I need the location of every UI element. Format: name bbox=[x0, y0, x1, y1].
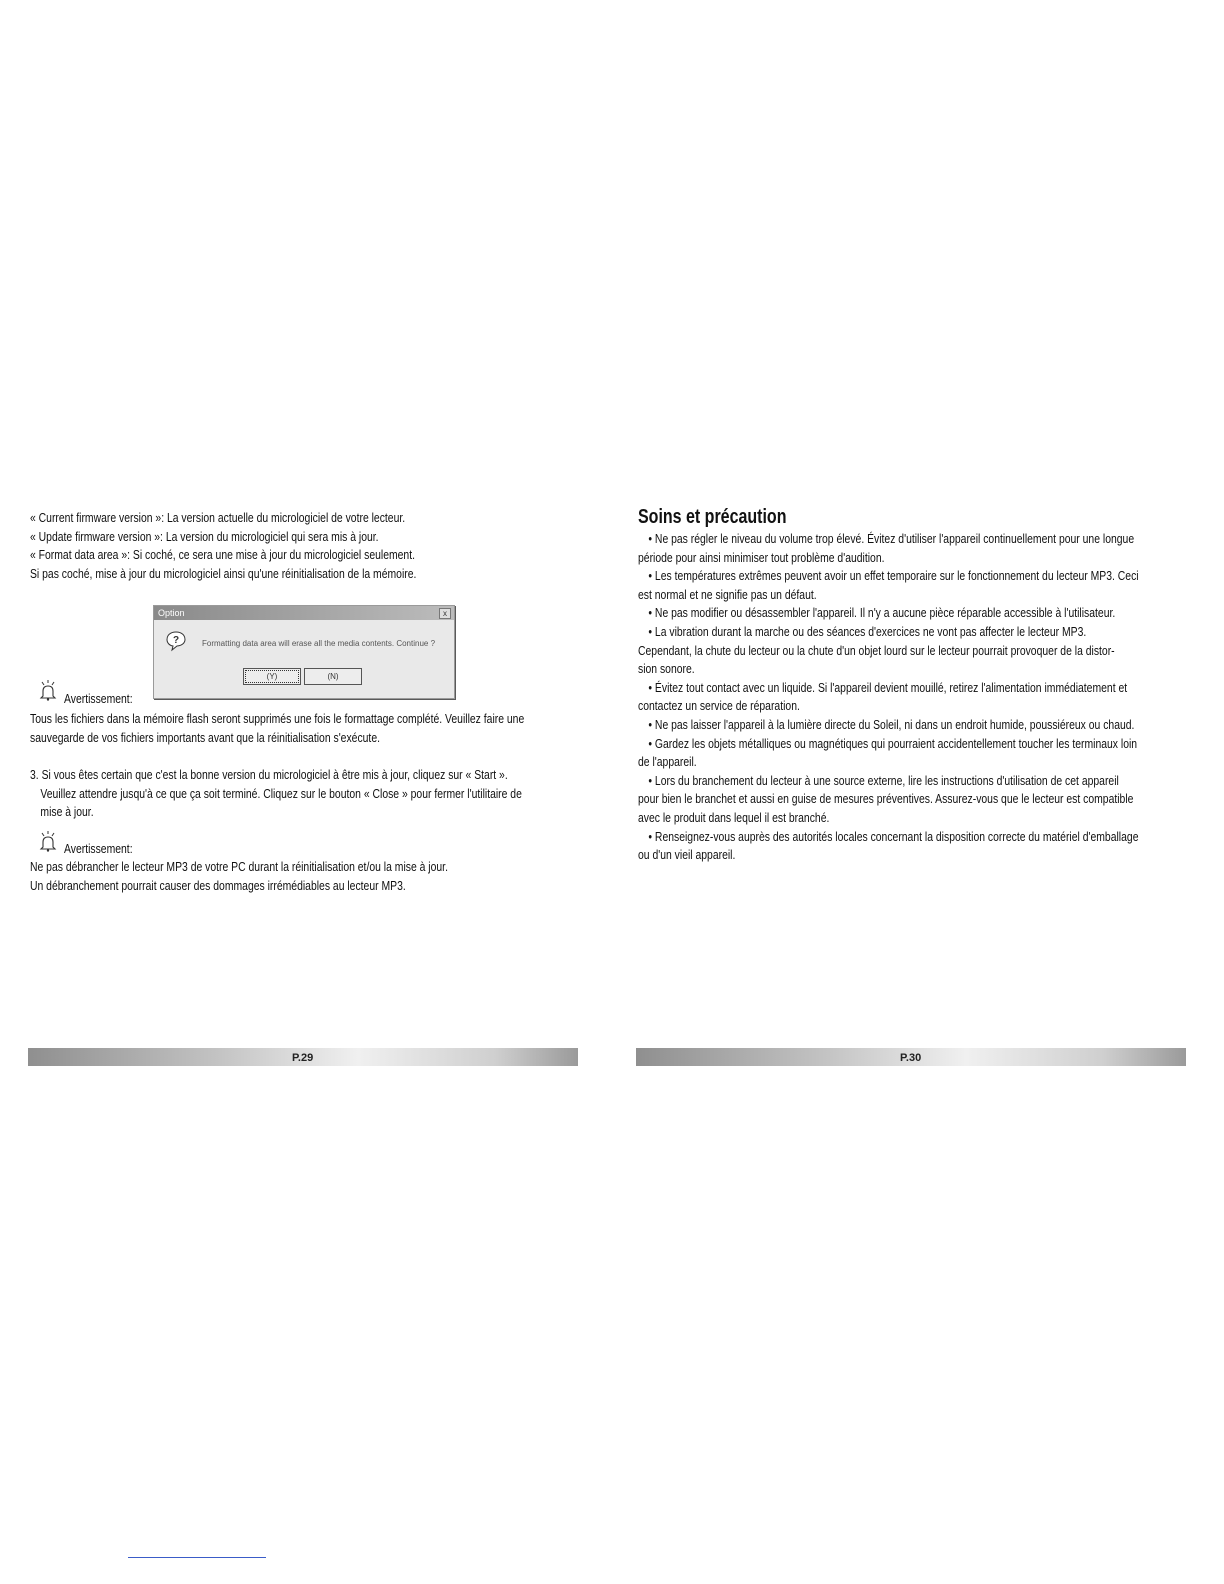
bell-icon bbox=[36, 830, 60, 852]
intro-block bbox=[30, 509, 582, 583]
step-line: 3. Si vous êtes certain que c'est la bonne version du micrologiciel à être mis à jour, cliquez sur « Start ». bbox=[30, 767, 508, 782]
page-number: P.30 bbox=[900, 1052, 922, 1064]
warning-title: Avertissement: bbox=[64, 691, 133, 706]
list-line: pour bien le branchet et aussi en guise de mesures préventives. Assurez-vous que le lecteur est compatible bbox=[638, 791, 1134, 807]
dialog-title-bar bbox=[154, 606, 454, 620]
list-line: avec le produit dans lequel il est branché. bbox=[638, 809, 830, 825]
intro-line: « Current firmware version »: La version actuelle du micrologiciel de votre lecteur. bbox=[30, 510, 406, 525]
no-button[interactable]: (N) bbox=[304, 668, 362, 685]
warning-title: Avertissement: bbox=[64, 841, 133, 856]
step-line: Veuillez attendre jusqu'à ce que ça soit terminé. Cliquez sur le bouton « Close » pour fermer l'utilitaire de bbox=[40, 785, 522, 801]
yes-button[interactable]: (Y) bbox=[243, 668, 301, 685]
list-line: période pour ainsi minimiser tout problème d'audition. bbox=[638, 549, 885, 565]
bell-icon bbox=[36, 679, 60, 701]
list-line: de l'appareil. bbox=[638, 754, 697, 770]
warning-line: Ne pas débrancher le lecteur MP3 de votre PC durant la réinitialisation et/ou la mise à jour. bbox=[30, 859, 448, 874]
list-line: • Les températures extrêmes peuvent avoir un effet temporaire sur le fonctionnement du lecteur MP3. Ceci bbox=[648, 568, 1139, 584]
list-line: • Évitez tout contact avec un liquide. Si l'appareil devient mouillé, retirez l'alimentation immédiatement et bbox=[648, 679, 1128, 695]
list-line: ou d'un vieil appareil. bbox=[638, 847, 736, 863]
list-line: sion sonore. bbox=[638, 661, 695, 677]
list-line: • Renseignez-vous auprès des autorités locales concernant la disposition correcte du matériel d'emballage bbox=[648, 828, 1139, 844]
warning-line: Tous les fichiers dans la mémoire flash seront supprimés une fois le formattage complété. Veuillez faire une bbox=[30, 711, 525, 726]
warning-line: sauvegarde de vos fichiers importants avant que la réinitialisation s'exécute. bbox=[30, 729, 380, 745]
close-icon[interactable]: x bbox=[439, 608, 451, 619]
section-heading: Soins et précaution bbox=[638, 506, 787, 528]
dialog-message: Formatting data area will erase all the media contents. Continue ? bbox=[202, 639, 436, 648]
list-line: contactez un service de réparation. bbox=[638, 698, 800, 714]
divider-line bbox=[128, 1557, 266, 1558]
step-3 bbox=[30, 766, 582, 822]
right-page bbox=[636, 0, 1196, 1584]
warning-text bbox=[30, 710, 582, 747]
intro-line: « Update firmware version »: La version du micrologiciel qui sera mis à jour. bbox=[30, 528, 379, 544]
intro-line: Si pas coché, mise à jour du micrologiciel ainsi qu'une réinitialisation de la mémoire. bbox=[30, 565, 417, 581]
list-line: • Gardez les objets métalliques ou magnétiques qui pourraient accidentellement toucher les terminaux loin bbox=[648, 735, 1138, 751]
list-line: • Lors du branchement du lecteur à une source externe, lire les instructions d'utilisation de cet appareil bbox=[648, 772, 1119, 788]
list-line: • Ne pas régler le niveau du volume trop élevé. Évitez d'utiliser l'appareil continuellement pour une longue bbox=[648, 531, 1135, 546]
option-dialog bbox=[153, 605, 455, 699]
care-list bbox=[638, 530, 1190, 865]
list-line: • Ne pas laisser l'appareil à la lumière directe du Soleil, ni dans un endroit humide, poussiéreux ou chaud. bbox=[648, 716, 1135, 732]
question-icon bbox=[165, 630, 187, 652]
list-line: • La vibration durant la marche ou des séances d'exercices ne vont pas affecter le lecteur MP3. bbox=[648, 623, 1087, 639]
left-page bbox=[28, 0, 588, 1584]
dialog-title: Option bbox=[158, 608, 185, 618]
intro-line: « Format data area »: Si coché, ce sera une mise à jour du micrologiciel seulement. bbox=[30, 547, 415, 563]
list-line: Cependant, la chute du lecteur ou la chute d'un objet lourd sur le lecteur pourrait provoquer de la distor- bbox=[638, 642, 1115, 658]
warning-text bbox=[30, 858, 582, 895]
page-number: P.29 bbox=[292, 1052, 314, 1064]
warning-line: Un débranchement pourrait causer des dommages irrémédiables au lecteur MP3. bbox=[30, 877, 406, 893]
step-line: mise à jour. bbox=[40, 804, 94, 820]
svg-text:?: ? bbox=[172, 635, 180, 646]
list-line: • Ne pas modifier ou désassembler l'appareil. Il n'y a aucune pièce réparable accessible à l'utilisateur. bbox=[648, 605, 1116, 621]
list-line: est normal et ne signifie pas un défaut. bbox=[638, 586, 817, 602]
